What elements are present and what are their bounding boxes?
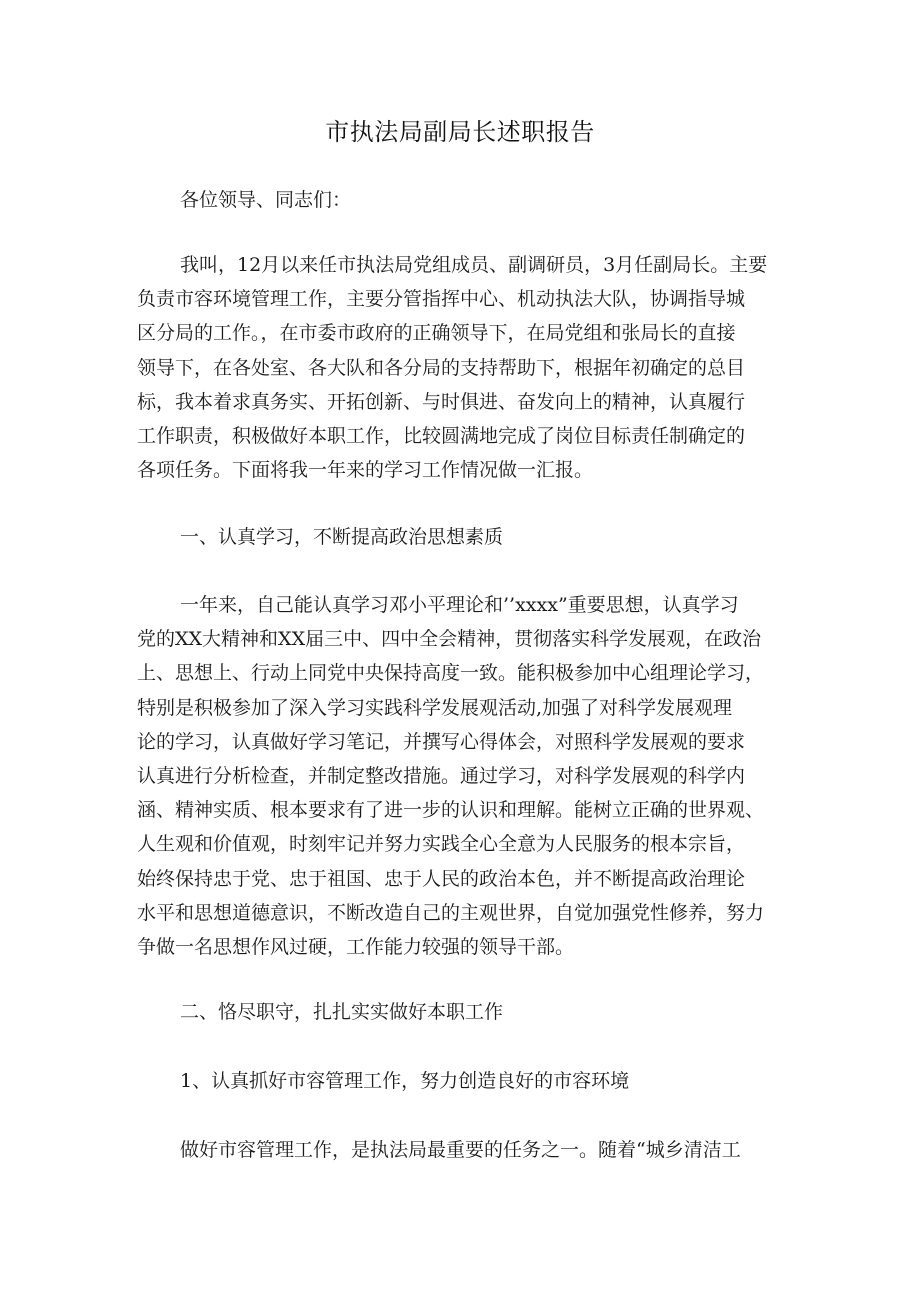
subsection-heading-text: 1、认真抓好市容管理工作，努力创造良好的市容环境: [180, 1070, 630, 1092]
section-heading-text: 二、恪尽职守，扎扎实实做好本职工作: [180, 1001, 504, 1023]
salutation-text: 各位领导、同志们：: [180, 189, 352, 211]
paragraph-line: 论的学习，认真做好学习笔记，并撰写心得体会，对照科学发展观的要求: [137, 730, 746, 753]
paragraph-line: 人生观和价值观，时刻牢记并努力实践全心全意为人民服务的根本宗旨，: [137, 833, 746, 856]
section-2-heading: [137, 995, 787, 1029]
paragraph-line: 领导下，在各处室、各大队和各分局的支持帮助下，根据年初确定的总目: [137, 356, 746, 379]
paragraph-line: 一年来，自己能认真学习邓小平理论和’’xxxx”重要思想，认真学习: [180, 594, 739, 616]
document-title: 市执法局副局长述职报告: [325, 118, 595, 146]
paragraph-line: 特别是积极参加了深入学习实践科学发展观活动,加强了对科学发展观理: [137, 696, 733, 719]
paragraph-line: 争做一名思想作风过硬，工作能力较强的领导干部。: [137, 936, 575, 959]
paragraph-line: 工作职责，积极做好本职工作，比较圆满地完成了岗位目标责任制确定的: [137, 425, 746, 448]
paragraph-line: 负责市容环境管理工作，主要分管指挥中心、机动执法大队，协调指导城: [137, 288, 746, 311]
paragraph-line: 始终保持忠于党、忠于祖国、忠于人民的政治本色，并不断提高政治理论: [137, 867, 746, 890]
section-1-heading: [137, 520, 787, 554]
paragraph-line: 党的XX大精神和XX届三中、四中全会精神，贯彻落实科学发展观，在政治: [137, 628, 762, 651]
paragraph-line: 涵、精神实质、根本要求有了进一步的认识和理解。能树立正确的世界观、: [137, 799, 765, 822]
salutation: [137, 183, 787, 217]
paragraph-line: 做好市容管理工作，是执法局最重要的任务之一。随着“城乡清洁工: [180, 1139, 741, 1161]
paragraph-line: 我叫，12月以来任市执法局党组成员、副调研员，3月任副局长。主要: [180, 254, 768, 276]
subsection-1-paragraph: [137, 1133, 787, 1167]
paragraph-line: 标，我本着求真务实、开拓创新、与时俱进、奋发向上的精神，认真履行: [137, 390, 746, 413]
paragraph-line: 上、思想上、行动上同党中央保持高度一致。能积极参加中心组理论学习，: [137, 662, 765, 685]
section-1-paragraph: [137, 588, 787, 964]
paragraph-line: 认真进行分析检查，并制定整改措施。通过学习，对科学发展观的科学内: [137, 765, 746, 788]
paragraph-line: 区分局的工作。，在市委市政府的正确领导下，在局党组和张局长的直接: [137, 322, 736, 345]
section-heading-text: 一、认真学习，不断提高政治思想素质: [180, 526, 504, 548]
paragraph-line: 水平和思想道德意识，不断改造自己的主观世界，自觉加强党性修养，努力: [137, 901, 765, 924]
subsection-1-heading: [137, 1064, 787, 1098]
paragraph-line: 各项任务。下面将我一年来的学习工作情况做一汇报。: [137, 459, 594, 482]
intro-paragraph: [137, 248, 787, 487]
